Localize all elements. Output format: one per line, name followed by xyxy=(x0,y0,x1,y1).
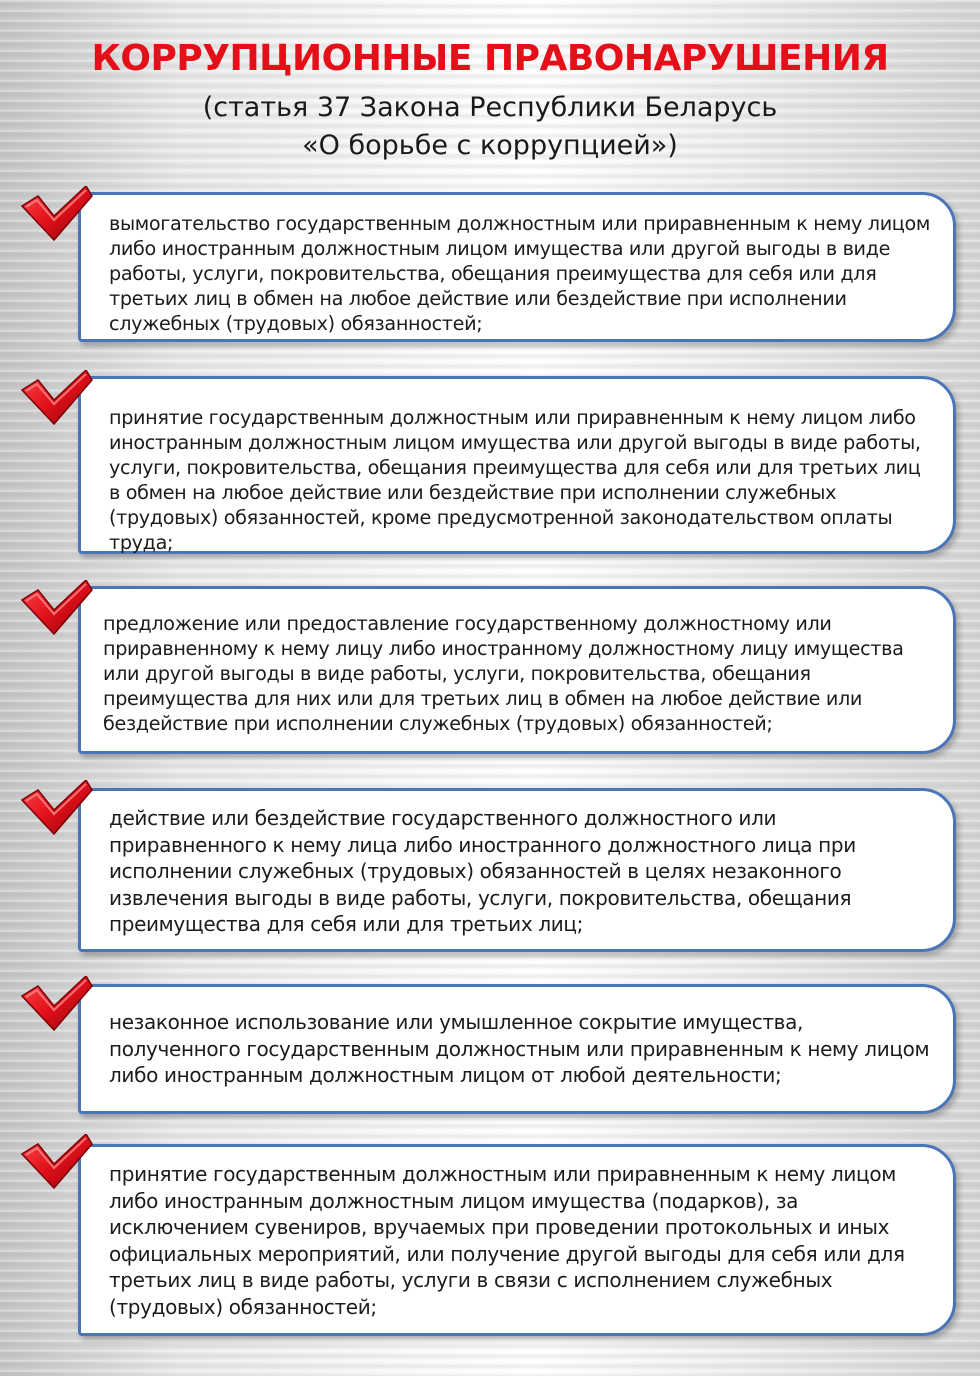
item-text: незаконное использование или умышленное сокрытие имущества, полученного государственным должностным или приравненным к нему лицом либо иностранным должностным лицом от любой деятельности; xyxy=(109,1010,930,1087)
item-text: предложение или предоставление государственному должностному или приравненному к нему лицу либо иностранному должностному лицу имущества или другой выгоды в виде работы, услуги, покровительства, обещания преимущества для них или для третьих лиц в обмен на любое действие или бездействие при исполнении служебных (трудовых) обязанностей; xyxy=(103,612,904,735)
red-checkmark-icon xyxy=(20,580,94,642)
red-checkmark-icon xyxy=(20,186,94,248)
text-box xyxy=(78,1144,956,1336)
subtitle-line-1: (статья 37 Закона Республики Беларусь xyxy=(202,92,778,123)
red-checkmark-icon xyxy=(20,780,94,842)
page-subtitle xyxy=(0,89,980,165)
item-text: действие или бездействие государственного должностного или приравненного к нему лица либо иностранного должностного лица при исполнении служебных (трудовых) обязанностей в целях незаконного извлечения выгоды в виде работы, услуги, покровительства, обещания преимущества для себя или для третьих лиц; xyxy=(109,806,856,936)
subtitle-line-2: «О борьбе с коррупцией») xyxy=(302,130,678,161)
text-box xyxy=(78,192,956,342)
item-text: принятие государственным должностным или приравненным к нему лицом либо иностранным должностным лицом имущества (подарков), за исключением сувениров, вручаемых при проведении протокольных и иных официальных мероприятий, или получение другой выгоды для себя или для третьих лиц в виде работы, услуги в связи с исполнением служебных (трудовых) обязанностей; xyxy=(109,1162,905,1319)
red-checkmark-icon xyxy=(20,370,94,432)
text-box xyxy=(78,984,956,1114)
red-checkmark-icon xyxy=(20,1134,94,1196)
page-title: КОРРУПЦИОННЫЕ ПРАВОНАРУШЕНИЯ xyxy=(91,38,889,79)
item-text: вымогательство государственным должностным или приравненным к нему лицом либо иностранным должностным лицом имущества или другой выгоды в виде работы, услуги, покровительства, обещания преимущества для себя или для третьих лиц в обмен на любое действие или бездействие при исполнении служебных (трудовых) обязанностей; xyxy=(109,212,931,335)
text-box xyxy=(78,586,956,754)
text-box xyxy=(78,376,956,554)
poster-header xyxy=(0,38,980,165)
item-text: принятие государственным должностным или приравненным к нему лицом либо иностранным должностным лицом имущества или другой выгоды в виде работы, услуги, покровительства, обещания преимущества для себя или для третьих лиц в обмен на любое действие или бездействие при исполнении служебных (трудовых) обязанностей, кроме предусмотренной законодательством оплаты труда; xyxy=(109,406,921,554)
text-box xyxy=(78,788,956,952)
red-checkmark-icon xyxy=(20,976,94,1038)
